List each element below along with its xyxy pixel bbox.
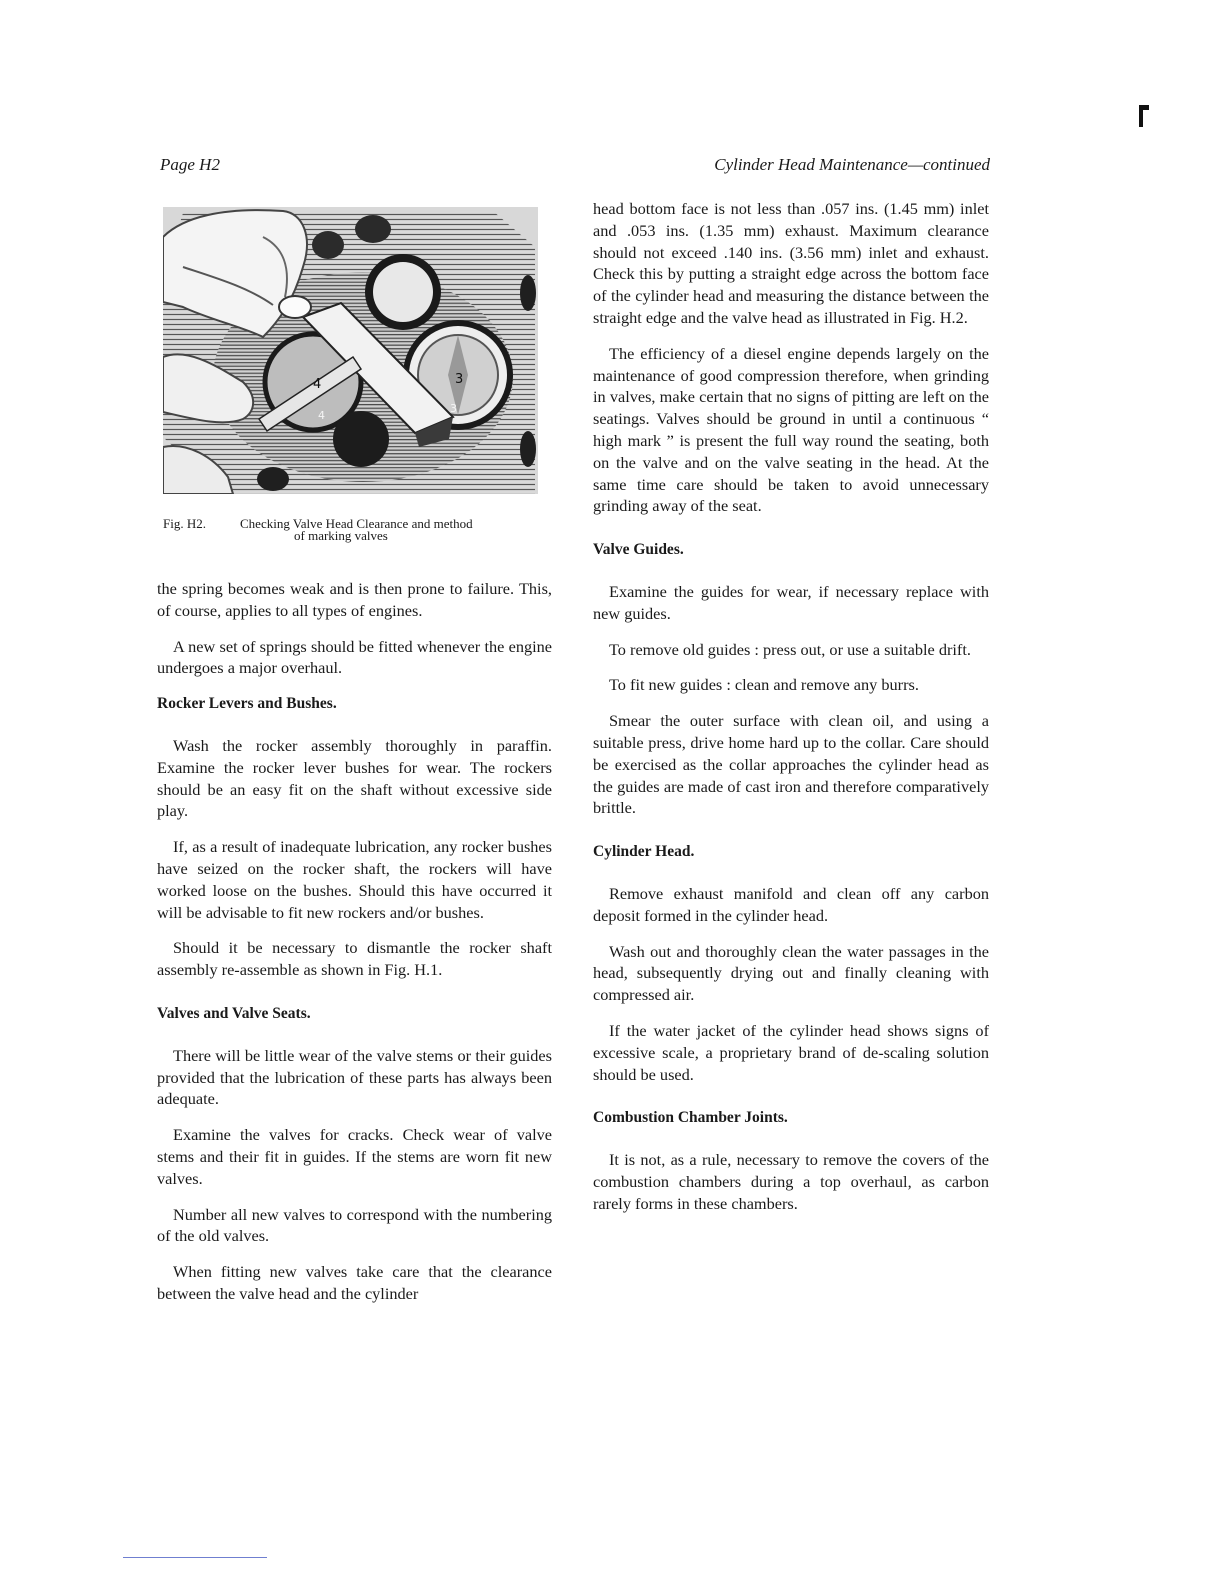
figure-caption-line2: of marking valves	[294, 528, 388, 543]
paragraph-dismantle-shaft: Should it be necessary to dismantle the rocker shaft assembly re-assemble as shown in Fig. H.1.	[157, 938, 552, 980]
paragraph-smear-oil: Smear the outer surface with clean oil, and using a suitable press, drive home hard up to the collar. Care should be exercised as the collar approaches the cylinder head as the guides are made of cast iron and therefore comparatively brittle.	[593, 711, 989, 818]
figure-valve-clearance-illustration	[163, 207, 538, 494]
marking-3: 3	[455, 372, 464, 387]
paragraph-examine-valves: Examine the valves for cracks. Check wear of valve stems and their fit in guides. If the stems are worn fit new valves.	[157, 1125, 552, 1188]
bolt-hole	[355, 215, 391, 243]
corner-crop-mark	[1137, 103, 1161, 129]
paragraph-fit-guides: To fit new guides : clean and remove any burrs.	[609, 675, 919, 695]
paragraph-examine-guides: Examine the guides for wear, if necessary replace with new guides.	[593, 581, 989, 623]
paragraph-remove-manifold: Remove exhaust manifold and clean off any carbon deposit formed in the cylinder head.	[593, 883, 989, 925]
heading-cylinder-head: Cylinder Head.	[593, 843, 695, 861]
paragraph-new-springs: A new set of springs should be fitted whenever the engine undergoes a major overhaul.	[157, 636, 552, 678]
paragraph-fitting-valves: When fitting new valves take care that the clearance between the valve head and the cylinder	[157, 1262, 552, 1303]
right-column	[593, 198, 989, 1228]
paragraph-spring-failure: the spring becomes weak and is then prone to failure. This, of course, applies to all types of engines.	[157, 579, 552, 620]
heading-combustion-joints: Combustion Chamber Joints.	[593, 1109, 788, 1127]
fingernail	[279, 296, 311, 318]
left-column	[157, 578, 552, 1319]
running-header: Cylinder Head Maintenance—continued	[714, 155, 990, 174]
footer-rule	[123, 1557, 267, 1558]
paragraph-clearance-continued: head bottom face is not less than .057 ins. (1.45 mm) inlet and .053 ins. (1.35 mm) exhaust. Maximum clearance should not exceed .140 ins. (3.56 mm) inlet and exhaust. Check this by putting a straight edge across the bottom face of the cylinder head and measuring the distance between the straight edge and the valve head as illustrated in Fig. H.2.	[593, 199, 989, 327]
paragraph-little-wear: There will be little wear of the valve stems or their guides provided that the lubrication of these parts has always been adequate.	[157, 1045, 552, 1109]
page-number: Page H2	[160, 155, 220, 174]
paragraph-combustion-covers: It is not, as a rule, necessary to remove the covers of the combustion chambers during a top overhaul, as carbon rarely forms in these chambers.	[593, 1150, 989, 1213]
paragraph-wash-passages: Wash out and thoroughly clean the water passages in the head, subsequently drying out and finally cleaning with compressed air.	[593, 941, 989, 1005]
bolt-hole	[520, 275, 536, 311]
paragraph-efficiency: The efficiency of a diesel engine depends largely on the maintenance of good compression therefore, when grinding in valves, make certain that no signs of pitting are left on the seatings. Valves should be ground in until a continuous “ high mark ” is present the full way round the seating, both on the valve and on the valve seating in the head. At the same time care should be taken to avoid unnecessary grinding away of the seat.	[593, 343, 989, 516]
paragraph-seized-bushes: If, as a result of inadequate lubrication, any rocker bushes have seized on the rocker shaft, the rockers will have worked loose on the bushes. Should this have occurred it will be advisable to fit new rockers and/or bushes.	[157, 837, 552, 922]
paragraph-wash-rocker: Wash the rocker assembly thoroughly in paraffin. Examine the rocker lever bushes for wear. The rockers should be an easy fit on the shaft without excessive side play.	[157, 735, 552, 821]
heading-rocker-levers: Rocker Levers and Bushes.	[157, 695, 337, 713]
paragraph-number-valves: Number all new valves to correspond with the numbering of the old valves.	[157, 1204, 552, 1246]
bolt-hole	[312, 231, 344, 259]
heading-valves-seats: Valves and Valve Seats.	[157, 1004, 311, 1022]
valve-port	[333, 411, 389, 467]
paragraph-remove-guides: To remove old guides : press out, or use a suitable drift.	[609, 639, 971, 659]
marking-4: 4	[313, 377, 322, 392]
marking-3-seat: 3	[450, 402, 457, 415]
heading-valve-guides: Valve Guides.	[593, 541, 684, 559]
figure-label: Fig. H2.	[163, 516, 206, 531]
figure-caption-line1: Checking Valve Head Clearance and method	[240, 516, 473, 531]
bolt-hole	[520, 431, 536, 467]
paragraph-water-jacket: If the water jacket of the cylinder head shows signs of excessive scale, a proprietary brand of de-scaling solution should be used.	[593, 1020, 989, 1084]
bolt-hole	[257, 467, 289, 491]
marking-4-seat: 4	[318, 409, 325, 422]
